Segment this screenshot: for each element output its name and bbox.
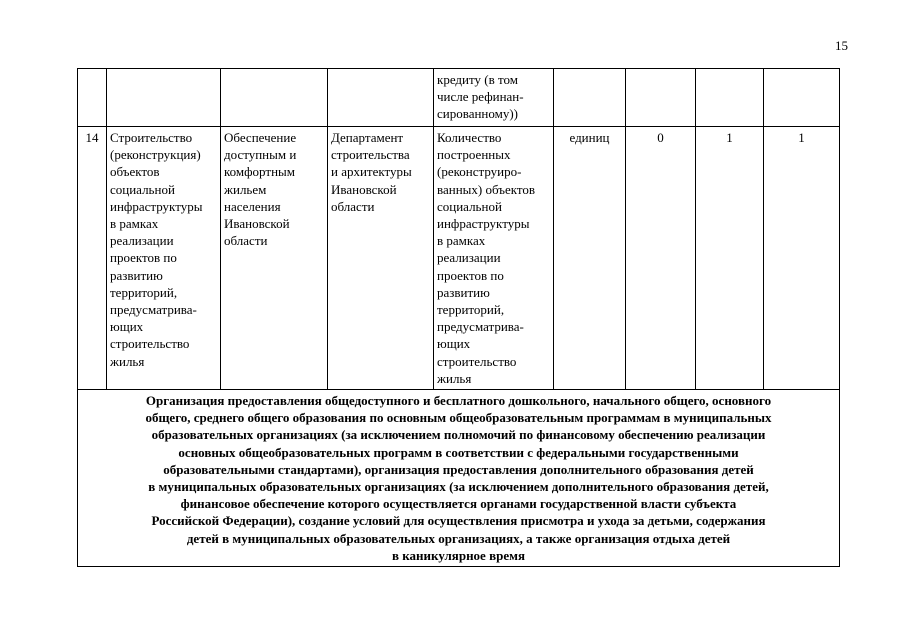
section-heading-line: общего, среднего общего образования по основным общеобразовательным программам в муниципальных bbox=[145, 410, 772, 426]
page-number: 15 bbox=[835, 38, 848, 53]
section-heading-line: в муниципальных образовательных организациях (за исключением дополнительного образования детей, bbox=[148, 479, 769, 495]
value-cell-1: 0 bbox=[626, 127, 696, 390]
goal-line: доступным и bbox=[224, 147, 297, 163]
responsible-line: области bbox=[331, 198, 375, 214]
value-cell bbox=[626, 69, 696, 127]
unit-cell: единиц bbox=[554, 127, 626, 390]
goal-line: населения bbox=[224, 198, 281, 214]
indicator-line: кредиту (в том bbox=[437, 72, 518, 87]
goal-line: области bbox=[224, 233, 268, 249]
indicator-cell bbox=[434, 69, 554, 127]
event-line: в рамках bbox=[110, 216, 159, 232]
indicator-line: строительство bbox=[437, 353, 517, 369]
goal-line: комфортным bbox=[224, 164, 295, 180]
value-cell-2: 1 bbox=[696, 127, 764, 390]
section-heading-line: Российской Федерации), создание условий для осуществления присмотра и ухода за детьми, содержания bbox=[151, 513, 766, 529]
indicator-line: социальной bbox=[437, 198, 502, 214]
event-line: проектов по bbox=[110, 250, 177, 266]
event-cell bbox=[107, 69, 221, 127]
event-line: инфраструктуры bbox=[110, 198, 203, 214]
indicator-line: сированному)) bbox=[437, 106, 519, 122]
indicator-line: (реконструиро- bbox=[437, 164, 522, 180]
event-line: территорий, bbox=[110, 284, 178, 300]
goal-cell bbox=[221, 127, 328, 390]
responsible-line: строительства bbox=[331, 147, 410, 163]
event-line: (реконструкция) bbox=[110, 147, 201, 163]
event-line: ющих bbox=[110, 319, 144, 335]
section-heading-line: основных общеобразовательных программ в соответствии с федеральными государственными bbox=[178, 444, 739, 460]
row-number: 14 bbox=[78, 127, 107, 390]
indicator-line: проектов по bbox=[437, 267, 504, 283]
section-heading-line: образовательными стандартами), организация предоставления дополнительного образования детей bbox=[163, 461, 754, 477]
event-line: жилья bbox=[110, 353, 145, 369]
value-cell bbox=[764, 69, 840, 127]
responsible-line: Ивановской bbox=[331, 181, 397, 197]
responsible-cell bbox=[328, 69, 434, 127]
event-line: объектов bbox=[110, 164, 160, 180]
goal-line: Обеспечение bbox=[224, 130, 297, 145]
event-line: реализации bbox=[110, 233, 174, 249]
goal-line: Ивановской bbox=[224, 216, 290, 232]
responsible-cell bbox=[328, 127, 434, 390]
program-table bbox=[77, 68, 840, 567]
num-cell bbox=[78, 69, 107, 127]
event-line: предусматрива- bbox=[110, 302, 197, 318]
indicator-line: в рамках bbox=[437, 233, 486, 249]
indicator-line: Количество bbox=[437, 130, 502, 145]
value-cell bbox=[696, 69, 764, 127]
responsible-line: Департамент bbox=[331, 130, 404, 145]
indicator-line: предусматрива- bbox=[437, 319, 524, 335]
event-line: социальной bbox=[110, 181, 175, 197]
event-line: развитию bbox=[110, 267, 163, 283]
unit-cell bbox=[554, 69, 626, 127]
table-row-14 bbox=[78, 127, 840, 390]
indicator-line: ванных) объектов bbox=[437, 181, 536, 197]
section-heading-line: в каникулярное время bbox=[391, 547, 525, 563]
indicator-line: реализации bbox=[437, 250, 501, 266]
indicator-line: числе рефинан- bbox=[437, 89, 524, 105]
event-line: строительство bbox=[110, 336, 190, 352]
responsible-line: и архитектуры bbox=[331, 164, 412, 180]
indicator-line: инфраструктуры bbox=[437, 216, 530, 232]
indicator-line: построенных bbox=[437, 147, 511, 163]
section-heading-row bbox=[78, 390, 840, 567]
table-row-continuation bbox=[78, 69, 840, 127]
indicator-line: территорий, bbox=[437, 302, 505, 318]
event-line: Строительство bbox=[110, 130, 193, 145]
section-heading-line: Организация предоставления общедоступного и бесплатного дошкольного, начального общего, основного bbox=[145, 393, 772, 409]
indicator-cell bbox=[434, 127, 554, 390]
indicator-line: ющих bbox=[437, 336, 471, 352]
indicator-line: жилья bbox=[437, 370, 472, 386]
goal-cell bbox=[221, 69, 328, 127]
event-cell bbox=[107, 127, 221, 390]
indicator-line: развитию bbox=[437, 284, 490, 300]
section-heading-line: финансовое обеспечение которого осуществляется органами государственной власти субъекта bbox=[180, 496, 737, 512]
section-heading bbox=[78, 390, 840, 567]
section-heading-line: образовательных организациях (за исключением полномочий по финансовому обеспечению реализации bbox=[151, 427, 766, 443]
value-cell-3: 1 bbox=[764, 127, 840, 390]
goal-line: жильем bbox=[224, 181, 267, 197]
section-heading-line: детей в муниципальных образовательных организациях, а также организация отдыха детей bbox=[186, 530, 731, 546]
